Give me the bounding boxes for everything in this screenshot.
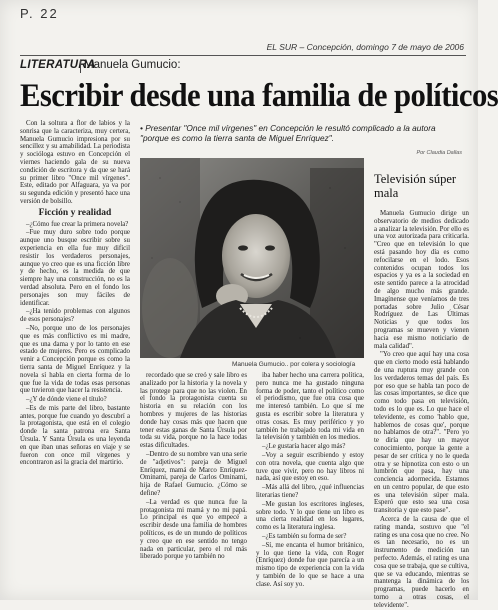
body-paragraph: –Es de mis parte del libro, bastante antes, porque fue cuando yo descubrí a la protagonista, que está en el colegio donde la santa patrona era Santa Úrsula. Y Santa Úrsula es una leyenda en que iban unas señoras en viaje y se fueron con once mil vírgenes y encontraron así la gracia del martirio. [20, 404, 130, 467]
section-label: LITERATURA [20, 59, 96, 71]
body-paragraph: –Me gustan los escritores ingleses, sobre todo. Y lo que tiene un libro es una cierta realidad en los lugares, como es la literatura inglesa. [256, 500, 364, 532]
masthead-info: EL SUR – Concepción, domingo 7 de mayo de 2006 [266, 42, 464, 52]
body-paragraph: iba haber hecho una carrera política, pero nunca me ha gustado ninguna forma de poder, tanto el político como el periodismo, que fue otra cosa que me interesó también. Lo que sí me gusta es escribir sobre la literatura y otras cosas. Es muy periférico y yo también he trabajado toda mi vida en la televisión y también en los medios. [256, 372, 364, 442]
sidebar-paragraph: Acerca de la causa de que el rating manda, sostuvo que "el rating es una cosa que no cree. No es tan necesario, no es un instrumento de medición tan perfecto. Además, el rating es una cosa que se trabaja, que se cultiva, que se va educando, mientras se mantenga la dinámica de los programas, puede hacerlo en torno a otras cosas, el televidente". [374, 516, 469, 609]
article-column-2 [140, 372, 247, 588]
author-photo [140, 158, 364, 358]
body-paragraph: –Voy a seguir escribiendo y estoy con otra novela, que cuenta algo que tuve que vivir, pero no hay libros ni nada, así que estoy en eso. [256, 451, 364, 483]
body-paragraph: –Dentro de su nombre van una serie de "adjetivos": pareja de Miguel Enríquez, mamá de Marco Enríquez-Ominami, pareja de Carlos Ominami, hija de Rafael Gumucio. ¿Cómo se define? [140, 450, 247, 497]
body-paragraph: –¿Ha tenido problemas con algunos de esos personajes? [20, 308, 130, 324]
sidebar-paragraph: Manuela Gumucio dirige un observatorio de medios dedicado a analizar la televisión. Por ello es una voz autorizada para criticarla. "Creo que en televisión lo que está pasando hoy día es como refocilarse en el lodo. Esos contenidos ocupan todos los espacios y ya es a la sociedad en este sentido parece a la atrocidad de algo mucho más grande. Imagínense que veníamos de tres portadas sobre Julio César Rodríguez de Las Últimas Noticias y que todos los programas se mueven y vienen hacia ese mismo noticiario de mala calidad". [374, 210, 469, 350]
page-number: P. 22 [20, 6, 59, 21]
body-paragraph: –¿Cómo fue crear la primera novela? [26, 220, 129, 228]
body-paragraph: –Sí, me encanta el humor británico, y lo que tiene la vida, con Roger (Enríquez) donde fue que parecía a un mismo tipo de experiencia con la vida y también de lo que se hace a una clase. Así soy yo. [256, 541, 364, 588]
sidebar-paragraph: "Yo creo que aquí hay una cosa que en cierto modo está hablando de una ruptura muy grande con los verdaderos temas del país. Es por eso que se habla tan poco de las cosas importantes, se dice que como todo pasa en televisión, todo es lo que es. Lo que hace el televidente, es como 'hablo que, hablemos de cosas que', porque no hablamos de otra?". "Pero yo te diría que hay un mayor conocimiento, porque la gente a pesar de ser crítica y no le queda otra y se hipnotiza con esto o un lumbrón que pasa, hay una conciencia adormecida. Estamos en un centro popular, de que esto es una televisión súper mala. Esperó que esto sea una cosa transitoria y que esto pase". [374, 351, 469, 515]
byline: Por Claudia Dallas [416, 150, 462, 156]
article-column-1 [20, 120, 130, 588]
body-paragraph: –No, porque uno de los personajes que es más conflictivo es mi madre, que es una dama y por lo tanto en ese estado de mujeres. Pero es complicado venir a Concepción porque es como la tierra santa de Miguel Enríquez y la novela sí habla en cierta forma de lo que fue la vida de todas esas personas que tuvieron que hacer la resistencia. [20, 324, 130, 395]
masthead-rule [20, 55, 466, 56]
subhead: Ficción y realidad [38, 207, 112, 218]
body-paragraph: –La verdad es que nunca fue la protagonista mi mamá y no mi papá. Lo principal es que yo empecé a escribir desde una familia de hombres políticos, es de un mundo de políticos y creo que en ese sentido no tengo nada en particular, pero el rol más liberado porque yo también no [140, 498, 247, 561]
body-paragraph: recordado que se creó y sale libro es analizado por la historia y la novela y las protege para que no las violen. En el fondo la protagonista cuenta su historia en su relación con los hombres y mujeres de las historias donde hay cosas más que hacen que tener estas ganas de Santa Úrsula por toda su vida, porque no la hace todas estas dificultades. [140, 372, 247, 450]
article-deck: • Presentar "Once mil vírgenes" en Concepción le resultó complicado a la autora "porque es como la tierra santa de Miguel Enríquez". [140, 123, 436, 143]
body-paragraph: –¿Es también su forma de ser? [262, 532, 347, 540]
body-paragraph: –¿Le gustaría hacer algo más? [262, 443, 346, 451]
article-column-3 [256, 372, 364, 588]
intro-paragraph: Con la soltura a flor de labios y la sonrisa que la caracteriza, muy certera, Manuela Gumucio impresiona por su sencillez y su amabilidad. La periodista y socióloga estuvo en Concepción el viernes haciendo gala de su nueva condición de escritora y da que se hará su primer libro "Once mil vírgenes". Este, editado por Alfaguara, ya va por su segunda edición y presentó hace una versión de bolsillo. [20, 120, 130, 205]
sidebar-column [374, 210, 469, 609]
body-paragraph: –Más allá del libro, ¿qué influencias literarias tiene? [256, 484, 364, 499]
headline: Escribir desde una familia de políticos [20, 78, 498, 114]
sidebar-title: Televisión súper mala [374, 172, 457, 200]
section-divider [80, 60, 81, 73]
photo-illustration [140, 158, 364, 358]
body-paragraph: –Fue muy duro sobre todo porque aunque uno busque escribir sobre su experiencia en ella fue muy difícil resistir los verdaderos personajes, aunque yo creo que es una ficción libre y de hecho, es la medida de que siempre hay una construcción, no es la verdad absoluta. Pero en el fondo los personajes son muy fáciles de identificar. [20, 229, 130, 307]
photo-caption: Manuela Gumucio.. por colera y sociología [232, 361, 356, 368]
section-author: Manuela Gumucio: [84, 59, 181, 71]
body-paragraph: –¿Y de dónde viene el título? [26, 396, 107, 404]
